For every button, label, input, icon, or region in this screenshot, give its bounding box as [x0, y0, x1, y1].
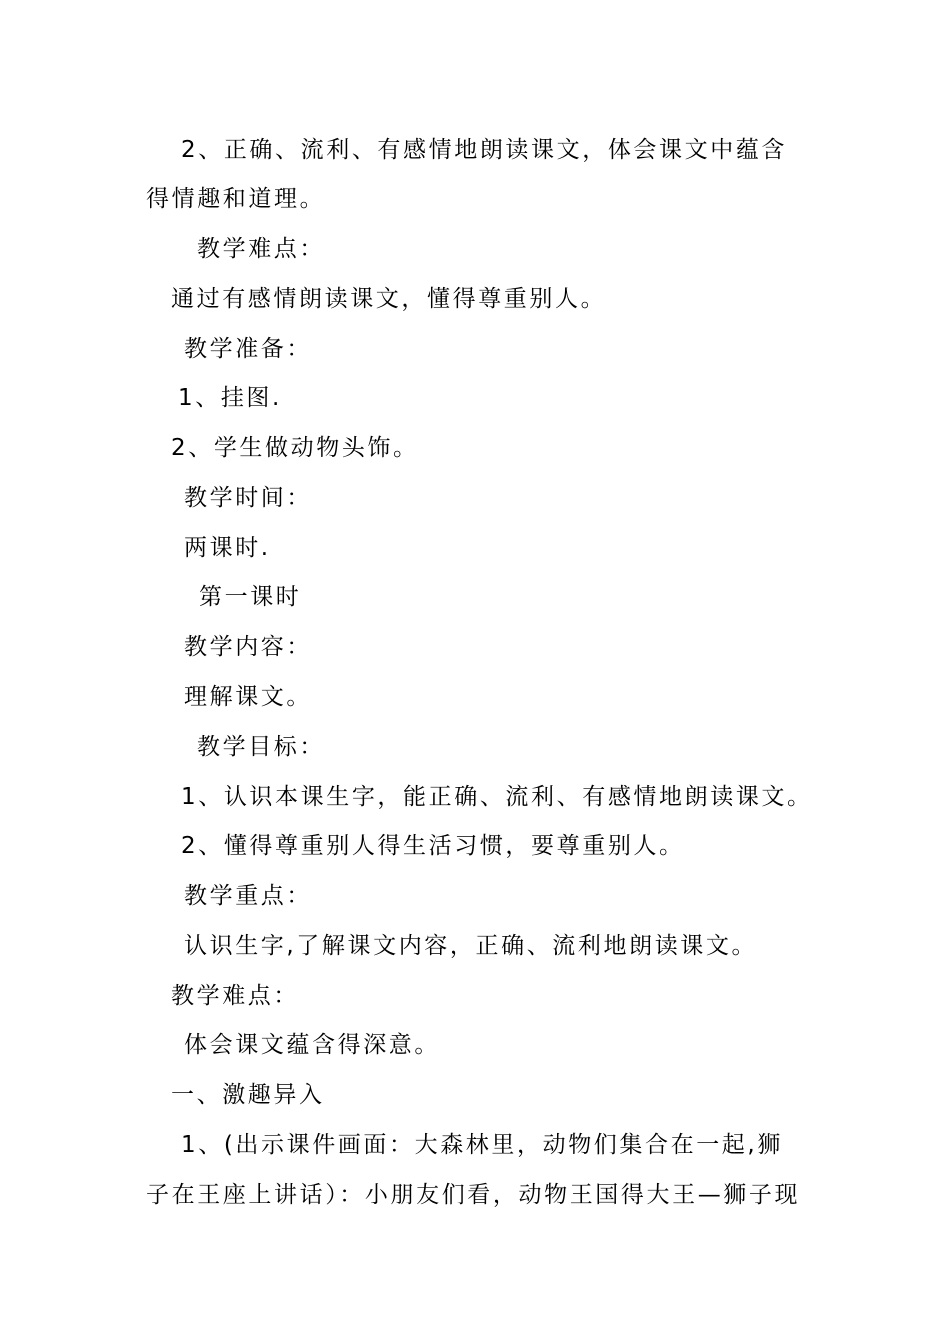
text-line: 2、正确、流利、有感情地朗读课文，体会课文中蕴含	[181, 137, 788, 163]
section-heading: 教学内容：	[184, 634, 312, 660]
text-line: 认识生字,了解课文内容，正确、流利地朗读课文。	[184, 933, 758, 959]
section-heading: 教学重点：	[184, 883, 312, 909]
text-line: 得情趣和道理。	[146, 186, 326, 212]
list-item: 1、挂图.	[178, 385, 282, 411]
section-heading: 教学目标：	[197, 734, 325, 760]
lesson-title: 第一课时	[199, 584, 302, 610]
text-line: 两课时.	[184, 535, 271, 561]
list-item: 1、认识本课生字，能正确、流利、有感情地朗读课文。	[181, 784, 813, 810]
section-heading: 一、激趣异入	[171, 1082, 325, 1108]
section-heading: 教学准备：	[184, 336, 312, 362]
list-item: 2、懂得尊重别人得生活习惯，要尊重别人。	[181, 833, 685, 859]
text-line: 子在王座上讲话）：小朋友们看，动物王国得大王—狮子现	[146, 1182, 801, 1208]
list-item: 2、学生做动物头饰。	[171, 435, 419, 461]
section-heading: 教学难点：	[197, 236, 325, 262]
text-line: 体会课文蕴含得深意。	[184, 1032, 440, 1058]
text-line: 1、(出示课件画面：大森林里，动物们集合在一起,狮	[181, 1132, 783, 1158]
text-line: 通过有感情朗读课文，懂得尊重别人。	[171, 286, 607, 312]
text-line: 理解课文。	[184, 684, 312, 710]
section-heading: 教学难点：	[171, 983, 299, 1009]
section-heading: 教学时间：	[184, 485, 312, 511]
